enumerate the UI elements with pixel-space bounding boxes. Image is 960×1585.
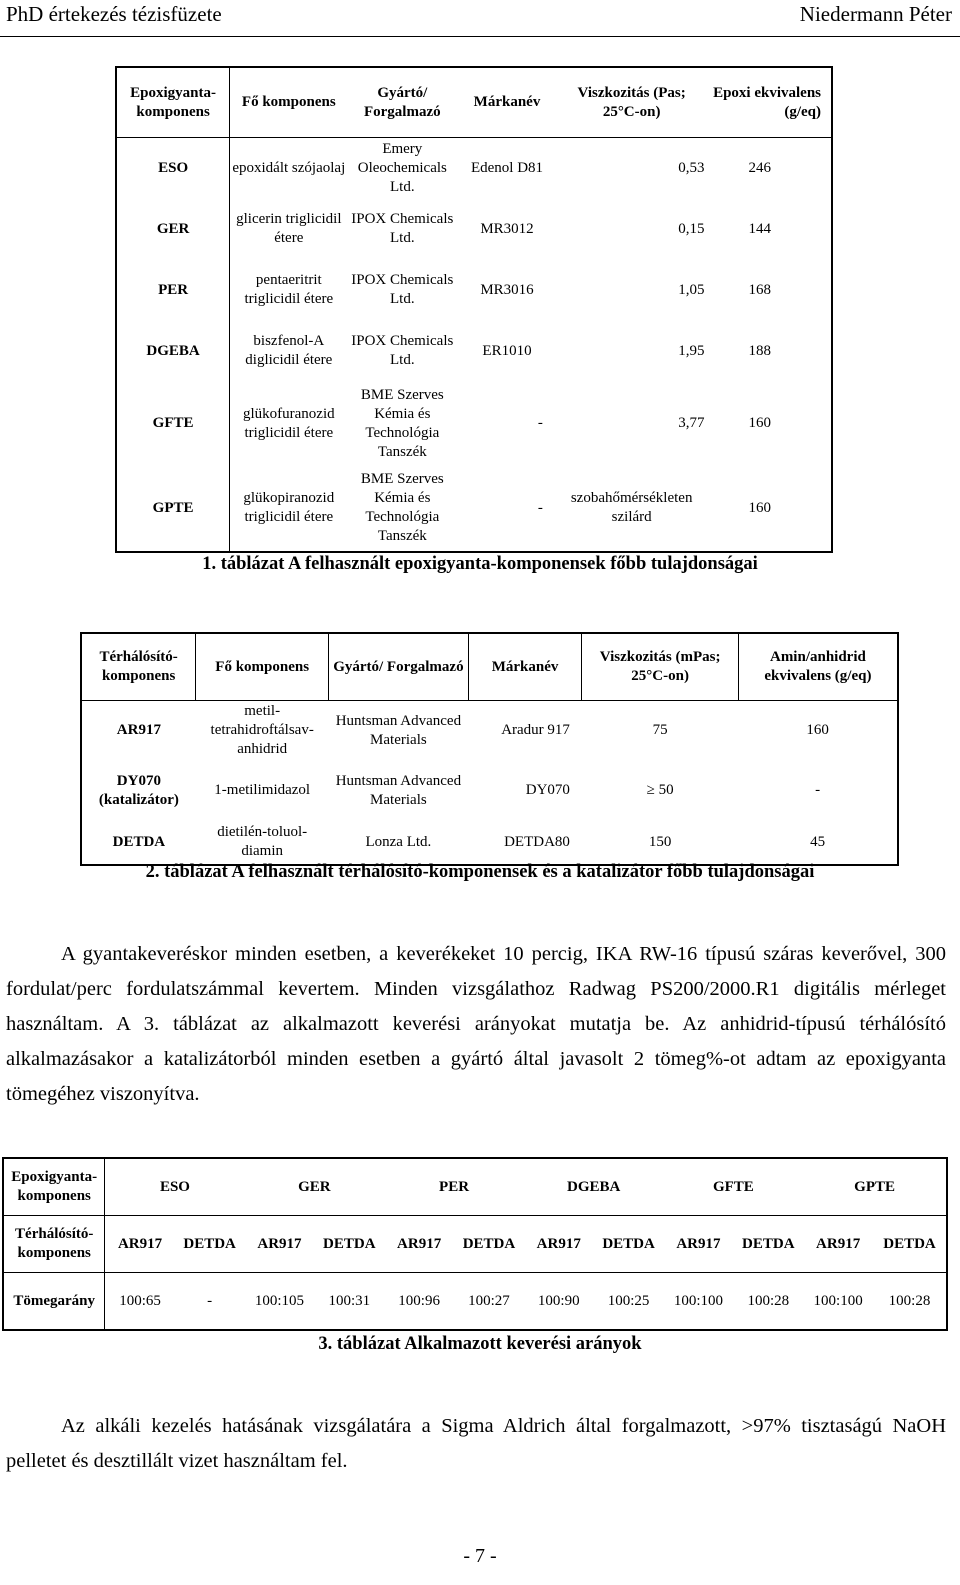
table-cell: 100:25 [594, 1273, 664, 1331]
column-header: Epoxi ekvivalens (g/eq) [706, 67, 832, 138]
table-cell: 168 [748, 281, 771, 298]
table-cell: szobahőmérsékleten szilárd [570, 490, 693, 525]
table-cell: AR917 [664, 1216, 734, 1273]
table-cell: PER [116, 260, 230, 321]
table-cell: pentaeritrit triglicidil étere [244, 272, 334, 307]
hardener-row [3, 1216, 947, 1273]
table-cell: 3,77 [678, 415, 705, 431]
table-cell: glükofuranozid triglicidil étere [242, 405, 335, 441]
table-cell: 160 [748, 499, 771, 516]
header-author: Niedermann Péter [799, 2, 952, 26]
table-cell: 100:105 [245, 1273, 315, 1331]
table-cell: IPOX Chemicals Ltd. [351, 333, 454, 368]
table-cell: - [175, 1273, 245, 1331]
table-cell: AR917 [116, 722, 161, 739]
table-cell: AR917 [803, 1216, 873, 1273]
row-label: Tömegarány [3, 1273, 105, 1331]
table-cell: epoxidált szójaolaj [232, 159, 346, 176]
mixing-paragraph [6, 937, 946, 1112]
table-cell: 0,15 [678, 220, 705, 237]
table-cell: Huntsman Advanced Materials [335, 712, 462, 748]
row-label: Térhálósító-komponens [3, 1216, 105, 1273]
header-title: PhD értekezés tézisfüzete [6, 2, 222, 26]
paragraph-text: Az alkáli kezelés hatásának vizsgálatára a Sigma Aldrich által forgalmazott, >97% tisztaságú NaOH pelletet és desztillált vizet használtam fel. [6, 1415, 946, 1472]
table-cell: AR917 [384, 1216, 454, 1273]
table-cell: PER [384, 1158, 524, 1216]
column-header: Fő komponens [230, 67, 348, 138]
table-cell: 246 [748, 159, 771, 176]
table-cell: ESO [105, 1158, 245, 1216]
table-cell: 100:28 [873, 1273, 947, 1331]
table-cell: Emery Oleochemicals Ltd. [357, 140, 447, 195]
table-cell: glükopiranozid triglicidil étere [243, 490, 335, 525]
table-cell: 75 [652, 722, 668, 739]
table-cell: 100:100 [803, 1273, 873, 1331]
table-cell: GER [245, 1158, 385, 1216]
table-cell: 0,53 [678, 159, 705, 176]
table-cell: dietilén-toluol-diamin [217, 824, 308, 859]
table1-caption: 1. táblázat A felhasznált epoxigyanta-komponensek főbb tulajdonságai [202, 554, 758, 574]
table-cell: DETDA [873, 1216, 947, 1273]
table-cell: 160 [748, 415, 771, 431]
table-cell: biszfenol-A diglicidil étere [245, 333, 333, 368]
table-row [116, 199, 832, 260]
table-cell: glicerin triglicidil étere [236, 211, 342, 246]
naoh-paragraph [6, 1409, 946, 1479]
table-cell: GER [116, 199, 230, 260]
table-cell: 45 [810, 833, 826, 850]
table-cell: DETDA [594, 1216, 664, 1273]
table-cell: DY070 (katalizátor) [98, 772, 179, 808]
paragraph-text: A gyantakeveréskor minden esetben, a keverékeket 10 percig, IKA RW-16 típusú száras keverővel, 300 fordulat/perc fordulatszámmal kevertem. Minden vizsgálathoz Radwag PS200/2000.R1 digitális mérleget használtam. A 3. táblázat az alkalmazott keverési arányokat mutatja be. Az anhidrid-típusú térhálósító alkalmazásakor a katalizátorból minden esetben a gyártó által javasolt 2 tömeg%-ot adtam az epoxigyanta tömegéhez viszonyítva. [6, 943, 946, 1105]
epoxy-components-table [115, 66, 833, 553]
table-cell: DETDA [454, 1216, 524, 1273]
column-header: Térhálósító-komponens [81, 633, 196, 701]
table-cell: 1,05 [678, 281, 705, 298]
table-row [116, 382, 832, 466]
table-row [81, 821, 898, 865]
table-cell: AR917 [105, 1216, 175, 1273]
table-cell: GFTE [664, 1158, 804, 1216]
table2-caption: 2. táblázat A felhasznált térhálósító-komponensek és a katalizátor főbb tulajdonságai [145, 862, 815, 882]
column-header: Fő komponens [196, 633, 329, 701]
table-cell: 100:90 [524, 1273, 594, 1331]
mixing-ratio-table [2, 1157, 948, 1331]
column-header: Márkanév [468, 633, 582, 701]
column-header: Márkanév [457, 67, 557, 138]
table-cell: IPOX Chemicals Ltd. [351, 272, 454, 307]
column-header: Viszkozitás (mPas; 25°C-on) [582, 633, 738, 701]
column-header: Viszkozitás (Pas; 25°C-on) [557, 67, 707, 138]
table-cell: 100:27 [454, 1273, 524, 1331]
table-cell: 144 [748, 220, 771, 237]
table-header-row [116, 67, 832, 138]
table-cell: 100:96 [384, 1273, 454, 1331]
table-cell: ESO [116, 138, 230, 199]
table-cell: DETDA [314, 1216, 384, 1273]
table-cell: Edenol D81 [470, 159, 544, 176]
column-header: Epoxigyanta-komponens [116, 67, 230, 138]
column-header: Amin/anhidrid ekvivalens (g/eq) [738, 633, 898, 701]
table-cell: 100:100 [664, 1273, 734, 1331]
column-header: Gyártó/ Forgalmazó [347, 67, 457, 138]
table-cell: ≥ 50 [646, 782, 674, 798]
table-cell: BME Szerves Kémia és Technológia Tanszék [360, 471, 444, 544]
table-cell: MR3012 [480, 220, 534, 237]
table-cell: DY070 [525, 782, 570, 798]
table-row [116, 321, 832, 382]
column-header: Gyártó/ Forgalmazó [329, 633, 469, 701]
table-cell: Huntsman Advanced Materials [335, 772, 462, 808]
table-header-row [81, 633, 898, 701]
table-cell: - [537, 415, 543, 431]
row-label: Epoxigyanta-komponens [3, 1158, 105, 1216]
table-cell: - [815, 782, 821, 798]
table-cell: - [537, 499, 543, 516]
table-row [81, 701, 898, 761]
ratio-row [3, 1273, 947, 1331]
table-cell: 1,95 [678, 342, 705, 359]
table-cell: BME Szerves Kémia és Technológia Tanszék [360, 386, 444, 460]
table-cell: MR3016 [480, 281, 534, 298]
table-cell: IPOX Chemicals Ltd. [351, 211, 454, 246]
table-cell: ER1010 [482, 342, 532, 359]
table-cell: Aradur 917 [501, 722, 570, 739]
table-row [116, 138, 832, 199]
table-cell: DGEBA [524, 1158, 664, 1216]
epoxy-row [3, 1158, 947, 1216]
table-cell: 100:28 [733, 1273, 803, 1331]
table-cell: 160 [806, 722, 829, 739]
table-cell: 150 [648, 833, 672, 850]
table-cell: 188 [748, 342, 771, 359]
table-cell: GPTE [803, 1158, 947, 1216]
page-number: - 7 - [463, 1545, 497, 1567]
table3-caption: 3. táblázat Alkalmazott keverési arányok [318, 1334, 642, 1354]
page-header [0, 0, 960, 37]
table-cell: AR917 [245, 1216, 315, 1273]
table-cell: DETDA [112, 833, 166, 850]
table-row [81, 761, 898, 821]
table-cell: DETDA [175, 1216, 245, 1273]
table-cell: 100:31 [314, 1273, 384, 1331]
table-cell: DETDA80 [504, 833, 570, 850]
table-cell: DGEBA [116, 321, 230, 382]
table-cell: 100:65 [105, 1273, 175, 1331]
table-cell: 1-metilimidazol [214, 782, 311, 798]
hardener-components-table [80, 632, 899, 866]
table-cell: GFTE [116, 382, 230, 466]
table-cell: GPTE [116, 466, 230, 552]
table-cell: metil-tetrahidroftálsav-anhidrid [210, 703, 314, 758]
table-row [116, 466, 832, 552]
table-row [116, 260, 832, 321]
table-cell: DETDA [733, 1216, 803, 1273]
table-cell: Lonza Ltd. [365, 833, 432, 850]
table-cell: AR917 [524, 1216, 594, 1273]
